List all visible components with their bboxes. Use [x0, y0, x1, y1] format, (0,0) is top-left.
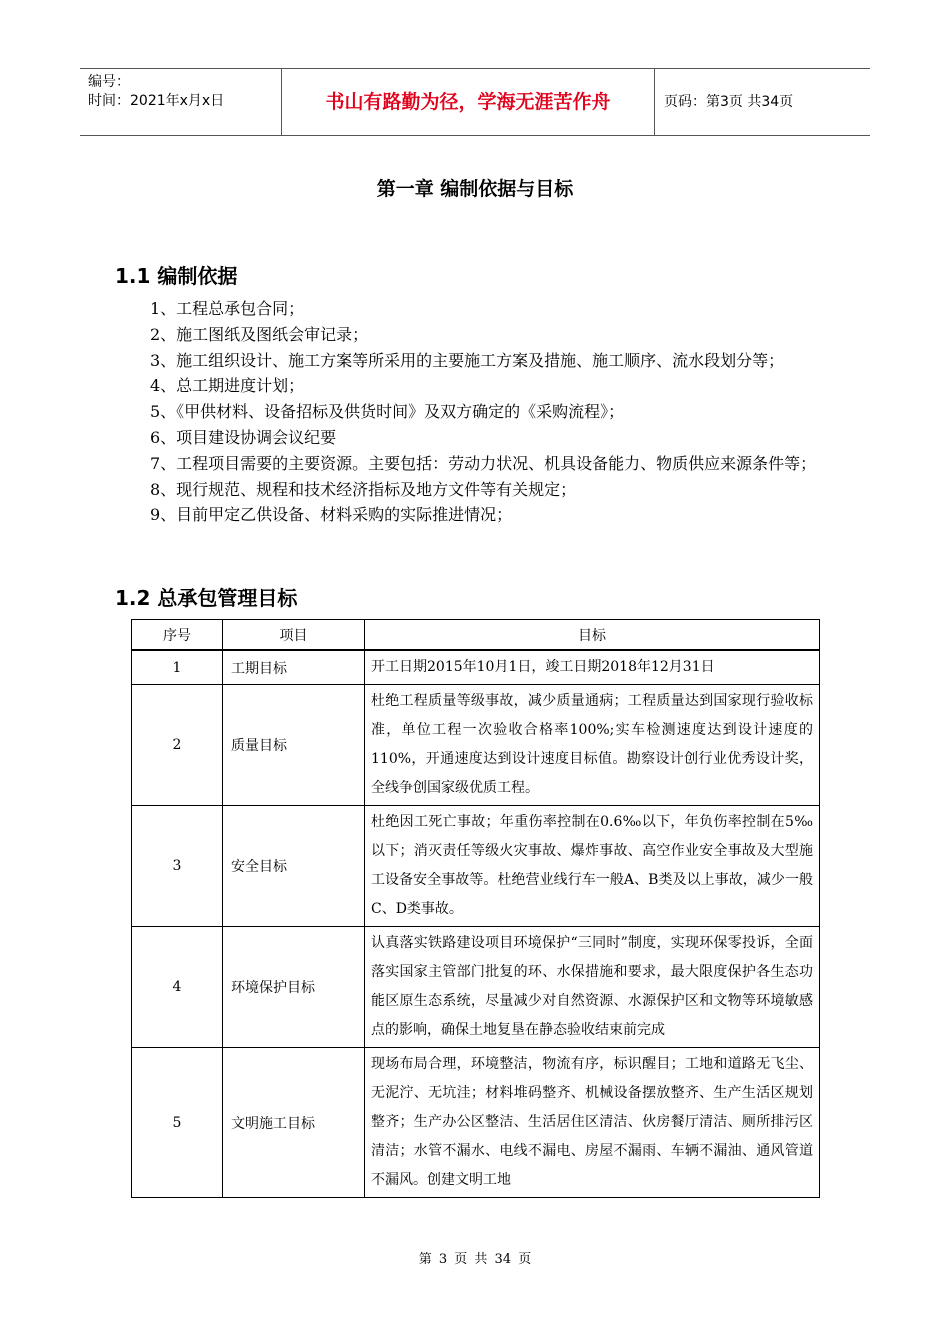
basis-list: [113, 296, 841, 528]
header-meta: [88, 73, 288, 111]
header-date: 时间：2021年x月x日: [88, 93, 225, 109]
row-item: 安全目标: [223, 806, 365, 927]
header-motto: 书山有路勤为径，学海无涯苦作舟: [325, 91, 611, 113]
row-goal: 现场布局合理，环境整洁，物流有序，标识醒目；工地和道路无飞尘、无泥泞、无坑洼；材料堆码整齐、机械设备摆放整齐、生产生活区规划整齐；生产办公区整洁、生活居住区清洁、伙房餐厅清洁、厕所排污区清洁；水管不漏水、电线不漏电、房屋不漏雨、车辆不漏油、通风管道不漏风。创建文明工地: [365, 1048, 820, 1198]
column-header-seq: 序号: [132, 620, 223, 651]
column-header-item: 项目: [223, 620, 365, 651]
list-item: 9、目前甲定乙供设备、材料采购的实际推进情况；: [150, 505, 513, 525]
header-divider: [654, 69, 655, 135]
table-row: [132, 685, 820, 806]
list-item: 8、现行规范、规程和技术经济指标及地方文件等有关规定；: [150, 479, 577, 499]
row-goal: 开工日期2015年10月1日，竣工日期2018年12月31日: [365, 650, 820, 685]
list-item: 6、项目建设协调会议纪要: [150, 427, 337, 447]
row-goal: 杜绝工程质量等级事故，减少质量通病；工程质量达到国家现行验收标准，单位工程一次验收合格率100%;实车检测速度达到设计速度的110%，开通速度达到设计速度目标值。勘察设计创行业优秀设计奖，全线争创国家级优质工程。: [365, 685, 820, 806]
chapter-title: 第一章 编制依据与目标: [376, 178, 574, 200]
row-goal: 认真落实铁路建设项目环境保护“三同时”制度，实现环保零投诉，全面落实国家主管部门批复的环、水保措施和要求，最大限度保护各生态功能区原生态系统，尽量减少对自然资源、水源保护区和文物等环境敏感点的影响，确保土地复垦在静态验收结束前完成: [365, 927, 820, 1048]
row-seq: 2: [132, 685, 223, 806]
row-seq: 5: [132, 1048, 223, 1198]
row-seq: 4: [132, 927, 223, 1048]
list-item: 1、工程总承包合同；: [150, 299, 305, 318]
table-row: [132, 806, 820, 927]
list-item: 7、工程项目需要的主要资源。主要包括：劳动力状况、机具设备能力、物质供应来源条件等；: [150, 453, 817, 473]
list-item: 5、《甲供材料、设备招标及供货时间》及双方确定的《采购流程》；: [150, 402, 625, 422]
header-page-info: 页码：第3页 共34页: [664, 94, 794, 110]
goals-table: [131, 619, 820, 1198]
row-seq: 1: [132, 650, 223, 685]
table-row: [132, 650, 820, 685]
list-item: 2、施工图纸及图纸会审记录；: [150, 324, 369, 344]
table-row: [132, 1048, 820, 1198]
table-header-row: [132, 620, 820, 651]
section-heading: 1.1 编制依据: [115, 264, 238, 288]
row-item: 质量目标: [223, 685, 365, 806]
row-item: 工期目标: [223, 650, 365, 685]
section-heading: 1.2 总承包管理目标: [115, 586, 298, 610]
column-header-goal: 目标: [365, 620, 820, 651]
table-row: [132, 927, 820, 1048]
page-footer: 第 3 页 共 34 页: [418, 1252, 532, 1267]
list-item: 4、总工期进度计划；: [150, 376, 305, 396]
list-item: 3、施工组织设计、施工方案等所采用的主要施工方案及措施、施工顺序、流水段划分等；: [150, 350, 785, 370]
row-seq: 3: [132, 806, 223, 927]
page-header: [80, 68, 870, 136]
row-goal: 杜绝因工死亡事故；年重伤率控制在0.6‰以下，年负伤率控制在5‰以下；消灭责任等级火灾事故、爆炸事故、高空作业安全事故及大型施工设备安全事故等。杜绝营业线行车一般A、B类及以上事故，减少一般C、D类事故。: [365, 806, 820, 927]
header-number: 编号：: [88, 74, 130, 90]
row-item: 文明施工目标: [223, 1048, 365, 1198]
row-item: 环境保护目标: [223, 927, 365, 1048]
